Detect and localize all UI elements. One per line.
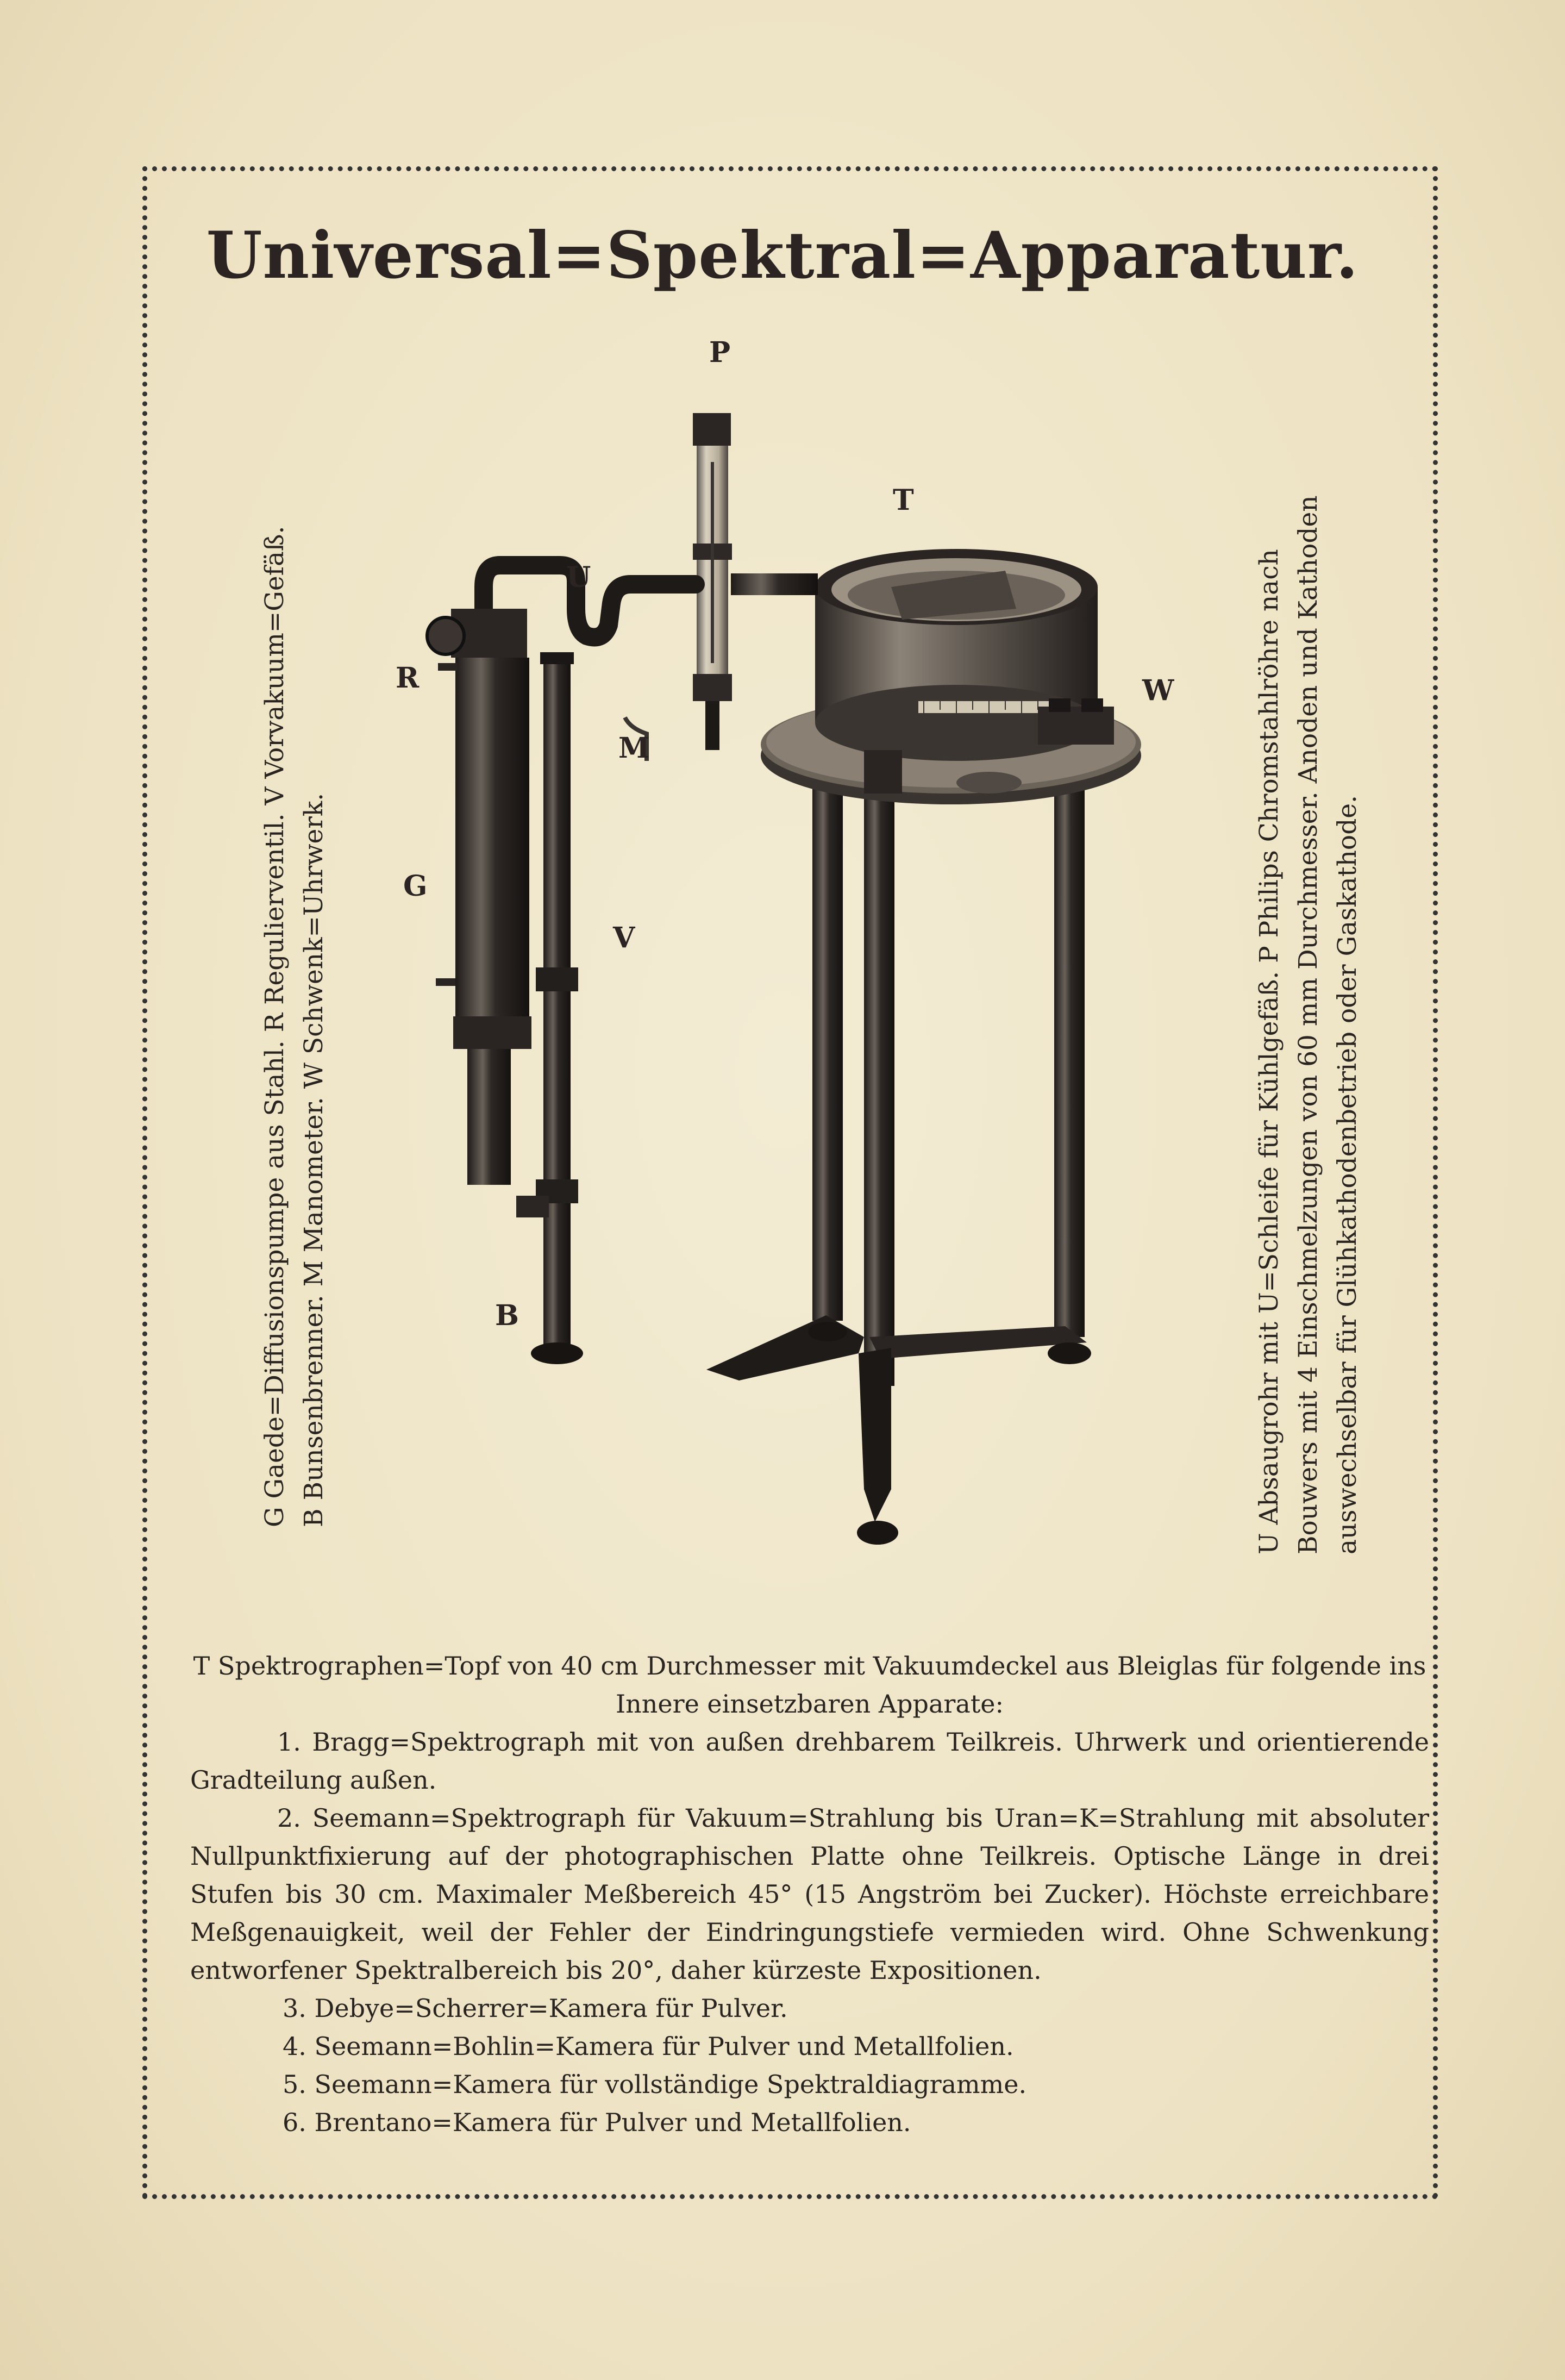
label-V: V: [613, 921, 635, 954]
tripod-legs: [706, 772, 1091, 1545]
list-item: 3. Debye=Scherrer=Kamera für Pulver.: [283, 1994, 788, 2023]
label-G: G: [403, 870, 428, 903]
list-item: 6. Brentano=Kamera für Pulver und Metallfolien.: [283, 2108, 911, 2137]
right-caption: [1250, 495, 1367, 1554]
right-caption-line: Bouwers mit 4 Einschmelzungen von 60 mm Durchmesser. Anoden und Kathoden: [1293, 495, 1323, 1554]
philips-tube: [693, 413, 818, 750]
list-item: 5. Seemann=Kamera für vollständige Spektraldiagramme.: [283, 2070, 1027, 2099]
list-item: 1. Bragg=Spektrograph mit von außen drehbarem Teilkreis. Uhrwerk und orientierende Gradteilung außen.: [190, 1727, 1429, 1795]
label-B: B: [495, 1299, 519, 1332]
left-caption-line: G Gaede=Diffusionspumpe aus Stahl. R Regulierventil. V Vorvakuum=Gefäß.: [260, 526, 290, 1527]
right-caption-line: auswechselbar für Glühkathodenbetrieb oder Gaskathode.: [1332, 795, 1362, 1554]
label-M: M: [618, 732, 650, 765]
label-R: R: [396, 661, 420, 695]
page-title: Universal=Spektral=Apparatur.: [206, 217, 1359, 293]
label-W: W: [1142, 674, 1174, 707]
apparatus-illustration: [413, 380, 1174, 1620]
label-U: U: [566, 561, 591, 594]
intro-paragraph: T Spektrographen=Topf von 40 cm Durchmesser mit Vakuumdeckel aus Bleiglas für folgende ins Innere einsetzbaren Apparate:: [193, 1651, 1426, 1719]
diffusion-pump: [427, 609, 531, 1185]
list-item: 2. Seemann=Spektrograph für Vakuum=Strahlung bis Uran=K=Strahlung mit absoluter Nullpunktfixierung auf der photographischen Platte ohne Teilkreis. Optische Länge in drei Stufen bis 30 cm. Maximaler Meßbereich 45° (15 Angström bei Zucker). Höchste erreichbare Meßgenauigkeit, weil der Fehler der Eindringungstiefe vermieden wird. Ohne Schwenkung entworfener Spektralbereich bis 20°, daher kürzeste Expositionen.: [190, 1803, 1429, 1985]
list-item: 4. Seemann=Bohlin=Kamera für Pulver und Metallfolien.: [283, 2032, 1014, 2061]
label-T: T: [893, 484, 914, 517]
right-caption-line: U Absaugrohr mit U=Schleife für Kühlgefäß. P Philips Chromstahlröhre nach: [1254, 549, 1284, 1554]
label-P: P: [709, 336, 731, 369]
description-text: [190, 1647, 1429, 2141]
left-caption-line: B Bunsenbrenner. M Manometer. W Schwenk=Uhrwerk.: [299, 792, 329, 1527]
left-caption: [255, 526, 334, 1527]
